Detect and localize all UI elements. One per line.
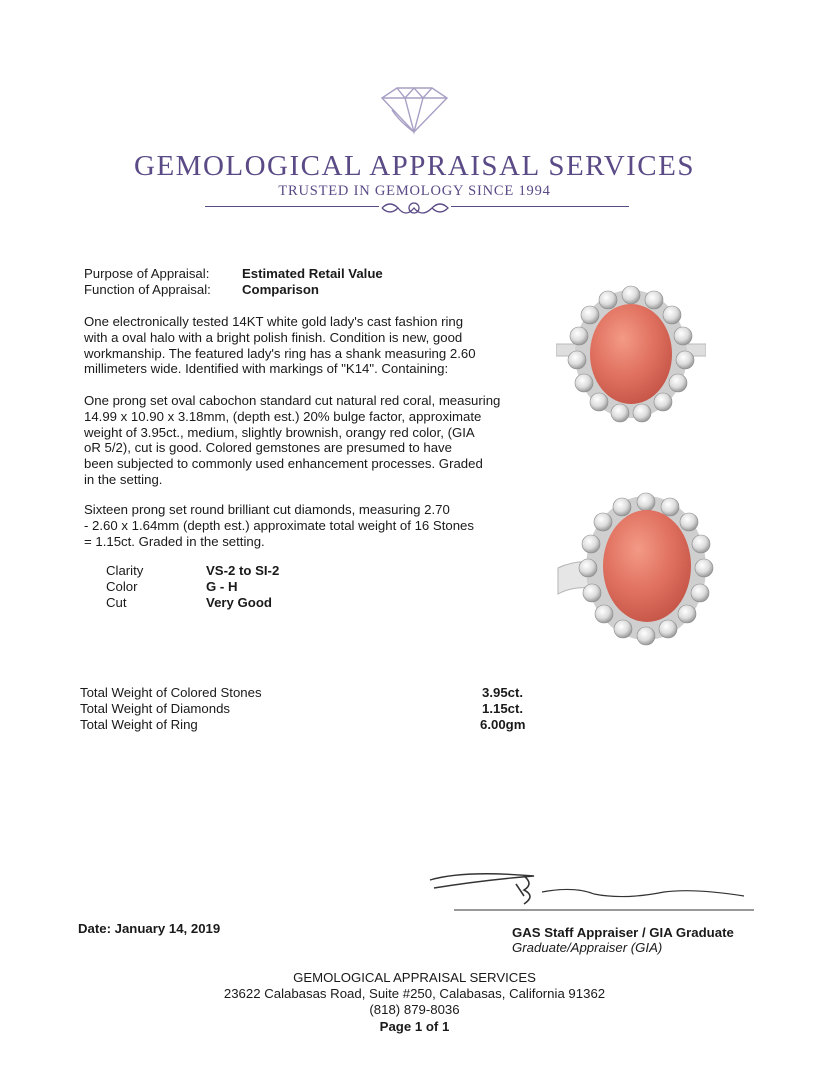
text-line: One prong set oval cabochon standard cut natural red coral, measuring — [84, 393, 501, 408]
total-value: 1.15ct. — [482, 700, 524, 716]
text-line: been subjected to commonly used enhancement processes. Graded — [84, 456, 483, 472]
grade-value: G - H — [206, 578, 238, 594]
total-value: 3.95ct. — [482, 685, 524, 700]
footer-phone: (818) 879-8036 — [369, 1002, 460, 1017]
text-line: = 1.15ct. Graded in the setting. — [84, 533, 265, 549]
page-number: Page 1 of 1 — [379, 1019, 450, 1034]
function-row — [84, 282, 319, 297]
grade-label: Color — [106, 578, 138, 594]
grade-row — [106, 595, 279, 611]
purpose-value: Estimated Retail Value — [242, 266, 383, 281]
text-line: Sixteen prong set round brilliant cut diamonds, measuring 2.70 — [84, 502, 450, 517]
text-line: weight of 3.95ct., medium, slightly brownish, orangy red color, (GIA — [84, 424, 475, 440]
brand-tagline: TRUSTED IN GEMOLOGY SINCE 1994 — [278, 183, 551, 199]
footer-address: 23622 Calabasas Road, Suite #250, Calabasas, California 91362 — [223, 986, 606, 1001]
total-label: Total Weight of Colored Stones — [80, 685, 262, 700]
function-label: Function of Appraisal: — [84, 282, 211, 297]
diamond-description — [84, 502, 509, 549]
coral-description — [84, 393, 509, 488]
grade-label: Cut — [106, 594, 127, 610]
text-line: workmanship. The featured lady's ring has a shank measuring 2.60 — [84, 345, 476, 361]
total-value: 6.00gm — [480, 716, 526, 732]
grade-row — [106, 579, 279, 595]
tagline-rule-right — [451, 206, 629, 207]
text-line: in the setting. — [84, 471, 163, 487]
total-row — [80, 685, 530, 701]
total-row — [80, 701, 530, 717]
total-label: Total Weight of Ring — [80, 716, 198, 732]
purpose-label: Purpose of Appraisal: — [84, 266, 210, 281]
tagline-rule-left — [205, 206, 379, 207]
appraisal-date: Date: January 14, 2019 — [78, 921, 221, 936]
appraiser-title: GAS Staff Appraiser / GIA Graduate — [512, 925, 734, 940]
appraiser-signature — [424, 866, 754, 926]
grade-value: VS-2 to SI-2 — [206, 563, 280, 578]
text-line: millimeters wide. Identified with markings of "K14". Containing: — [84, 361, 449, 377]
footer-company: GEMOLOGICAL APPRAISAL SERVICES — [293, 970, 536, 985]
ring-photo-top — [556, 282, 706, 432]
ring-photo-angle — [554, 490, 714, 650]
grade-value: Very Good — [206, 594, 272, 610]
appraiser-subtitle: Graduate/Appraiser (GIA) — [512, 940, 663, 955]
text-line: 14.99 x 10.90 x 3.18mm, (depth est.) 20% bulge factor, approximate — [84, 408, 482, 424]
text-line: oR 5/2), cut is good. Colored gemstones are presumed to have — [84, 440, 452, 456]
grades-table — [106, 563, 279, 610]
total-label: Total Weight of Diamonds — [80, 700, 231, 716]
grade-label: Clarity — [106, 563, 144, 578]
ring-description — [84, 314, 509, 377]
purpose-row — [84, 266, 383, 281]
text-line: One electronically tested 14KT white gold lady's cast fashion ring — [84, 314, 464, 329]
function-value: Comparison — [242, 282, 319, 297]
text-line: with a oval halo with a bright polish finish. Condition is new, good — [84, 329, 463, 345]
total-row — [80, 717, 530, 733]
brand-title: GEMOLOGICAL APPRAISAL SERVICES — [134, 150, 695, 182]
grade-row — [106, 563, 279, 579]
text-line: - 2.60 x 1.64mm (depth est.) approximate total weight of 16 Stones — [84, 517, 474, 533]
totals-table — [80, 685, 530, 732]
